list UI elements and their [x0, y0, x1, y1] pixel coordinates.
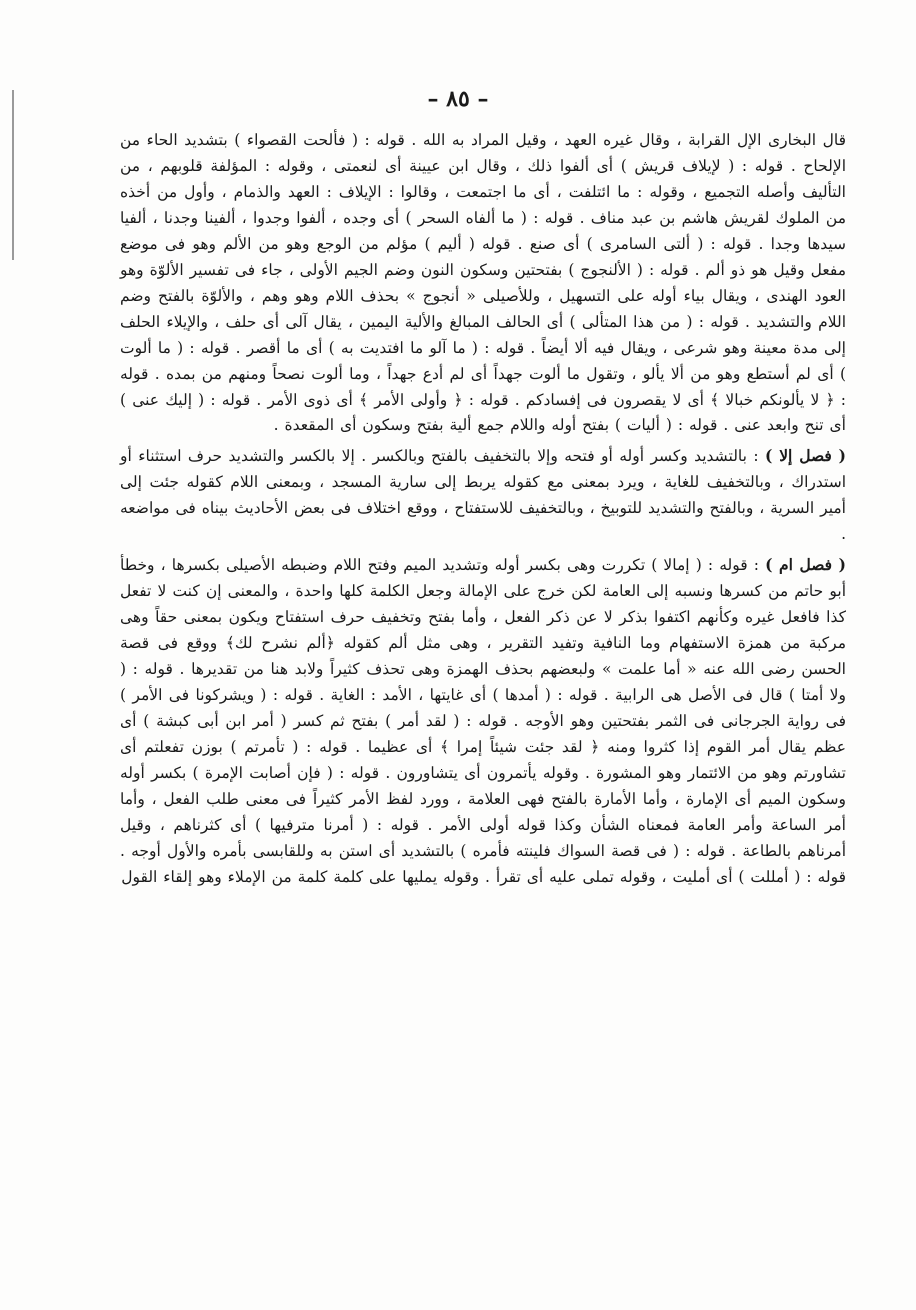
- page-number: – ٨٥ –: [427, 86, 489, 112]
- section-heading: ( فصل ام ): [765, 555, 846, 575]
- paragraph-fasl-illa: [120, 443, 846, 548]
- paragraph-text: : بالتشديد وكسر أوله أو فتحه وإلا بالتخفيف بالفتح وبالكسر . إلا بالكسر والتشديد حرف استثناء أو استدراك ، وبالتخفيف للغاية ، ويرد بمعنى مع كقوله يربط إلى سارية المسجد ، وبمعنى اللام كقوله جئت إلى أمير السرية ، وبالفتح والتشديد للتوبيخ ، وبالتخفيف للاستفتاح ، ووقع اختلاف فى بعض الأحاديث بيناه فى مواضعه .: [120, 447, 846, 544]
- paragraph-fasl-am: [120, 552, 846, 890]
- page-binding-edge: [12, 90, 14, 260]
- paragraph-text: قال البخارى الإل القرابة ، وقال غيره العهد ، وقيل المراد به الله . قوله : ( فألحت القصواء ) بتشديد الحاء من الإلحاح . قوله : ( لإيلاف قريش ) أى ألفوا ذلك ، وقال ابن عيينة أى لنعمتى ، وقوله : المؤلفة قلوبهم ، من التأليف وأصله التجميع ، وقوله : ما ائتلفت ، أى ما اجتمعت ، وقالوا : الإيلاف : العهد والذمام ، وأول من أخذه من الملوك لقريش هاشم بن عبد مناف . قوله : ( ما ألفاه السحر ) أى وجده ، ألفوا وجدوا ، ألفينا وجدنا ، ألفيا سيدها وجدا . قوله : ( ألتى السامرى ) أى صنع . قوله ( أليم ) مؤلم من الوجع وهو من الألم وهو فى موضع مفعل وقيل هو ذو ألم . قوله : ( الألنجوج ) بفتحتين وسكون النون وضم الجيم الأولى ، جاء فى تفسير الألوّة وهو العود الهندى ، ويقال بياء أوله على التسهيل ، وللأصيلى « أنجوج » بحذف اللام وهو وهم ، والألوّة بالفتح وضم اللام والتشديد . قوله : ( من هذا المتألى ) أى الحالف المبالغ والألية اليمين ، يقال آلى أى حلف ، والإيلاء الحلف إلى مدة معينة وهو شرعى ، ويقال فيه ألا أيضاً . قوله : ( ما آلو ما افتديت به ) أى ما أقصر . قوله : ( ما ألوت ) أى لم أستطع وهو من ألا يألو ، وتقول ما ألوت جهداً أى لم أدع جهداً ، وما ألوت نصحاً ومنهم من بمده . قوله : ﴿ لا يألونكم خبالا ﴾ أى لا يقصرون فى إفسادكم . قوله : ﴿ وأولى الأمر ﴾ أى ذوى الأمر . قوله : ( إليك عنى ) أى تنح وابعد عنى . قوله : ( أليات ) بفتح أوله واللام جمع ألية بفتح وسكون أى المقعدة .: [120, 131, 846, 435]
- page-text-body: [120, 128, 846, 891]
- section-heading: ( فصل إلا ): [764, 446, 847, 466]
- paragraph-text: : قوله : ( إمالا ) تكررت وهى بكسر أوله وتشديد الميم وفتح اللام وضبطه الأصيلى بكسرها ، وخطأ أبو حاتم من كسرها ونسبه إلى العامة لكن خرج على الإمالة وجعل الكلمة كلها واحدة ، والمعنى إن كنت لا تفعل كذا فافعل غيره وكأنهم اكتفوا بذكر لا عن ذكر الفعل ، وأما بفتح وتخفيف حرف استفتاح ويكون بمعنى حقاً وهى مركبة من همزة الاستفهام وما النافية وتفيد التقرير ، وهى مثل ألم كقوله ﴿ألم نشرح لك﴾ ووقع فى قصة الحسن رضى الله عنه « أما علمت » ولبعضهم بحذف الهمزة وهى تحذف كثيراً ولابد هنا من تقديرها . قوله : ( ولا أمتا ) قال فى الأصل هى الرابية . قوله : ( أمدها ) أى غايتها ، الأمد : الغاية . قوله : ( ويشركونا فى الأمر ) فى رواية الجرجانى فى الثمر بفتحتين وهو الأوجه . قوله : ( لقد أمر ) بفتح ثم كسر ( أمر ابن أبى كبشة ) أى عظم يقال أمر القوم إذا كثروا ومنه ﴿ لقد جئت شيئاً إمرا ﴾ أى عظيما . قوله : ( تأمرتم ) بوزن تفعلتم أى تشاورتم وهو من الائتمار وهو المشورة . وقوله يأتمرون أى يتشاورون . قوله : ( فإن أصابت الإمرة ) بكسر أوله وسكون الميم أى الإمارة ، وأما الأمارة بالفتح فهى العلامة ، وورد لفظ الأمر كثيراً فى معنى طلب الفعل ، وأما أمر الساعة وأمر العامة فمعناه الشأن وكذا قوله أولى الأمر . قوله : ( أمرنا مترفيها ) أى كثرناهم ، وقيل أمرناهم بالطاعة . قوله : ( فى قصة السواك فلينته فأمره ) بالتشديد أى استن به وللقابسى بأمره والأول أوجه . قوله : ( أمللت ) أى أمليت ، وقوله تملى عليه أى تقرأ . وقوله يمليها على كلمة كلمة من الإملاء وهو إلقاء القول: [120, 556, 846, 886]
- paragraph-intro: [120, 128, 846, 439]
